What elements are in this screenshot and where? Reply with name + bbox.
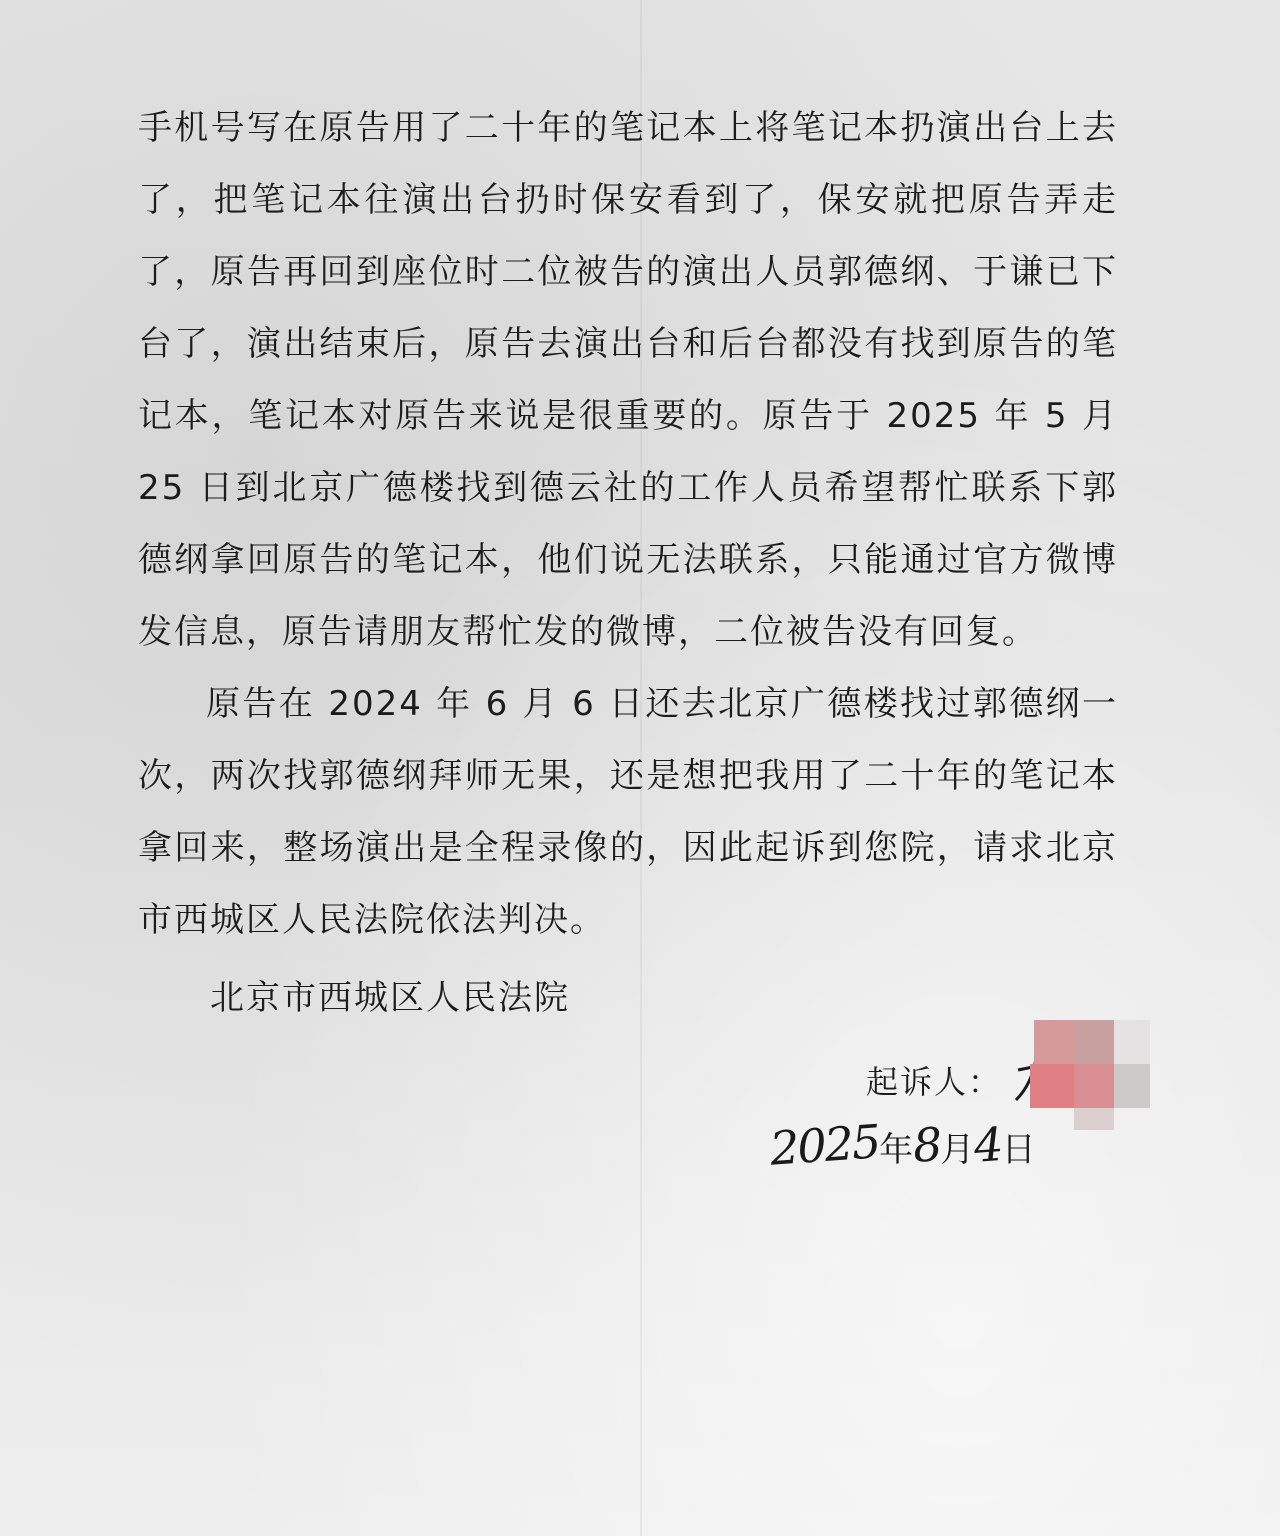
date-month: 8 [911,1117,943,1173]
date-month-unit: 月 [940,1130,975,1170]
date-day: 4 [972,1117,1004,1173]
paragraph-1: 手机号写在原告用了二十年的笔记本上将笔记本扔演出台上去了，把笔记本往演出台扔时保安看到了，保安就把原告弄走了，原告再回到座位时二位被告的演出人员郭德纲、于谦已下台了，演出结束后，原告去演出台和后台都没有找到原告的笔记本，笔记本对原告来说是很重要的。原告于 2025 年 5 月 25 日到北京广德楼找到德云社的工作人员希望帮忙联系下郭德纲拿回原告的笔记本，他们说无法联系，只能通过官方微博发信息，原告请朋友帮忙发的微博，二位被告没有回复。 [138,108,1118,652]
complaint-body [138,92,1118,956]
paragraph-2: 原告在 2024 年 6 月 6 日还去北京广德楼找过郭德纲一次，两次找郭德纲拜师无果，还是想把我用了二十年的笔记本拿回来，整场演出是全程录像的，因此起诉到您院，请求北京市西城区人民法院依法判决。 [138,684,1118,940]
date-year-unit: 年 [879,1130,914,1170]
date-year: 2025 [768,1114,881,1176]
filing-date [768,1114,1036,1176]
plaintiff-label: 起诉人： [866,1063,1003,1101]
redaction-mosaic [1030,1020,1150,1130]
court-name: 北京市西城区人民法院 [210,978,570,1018]
date-day-unit: 日 [1001,1130,1036,1170]
